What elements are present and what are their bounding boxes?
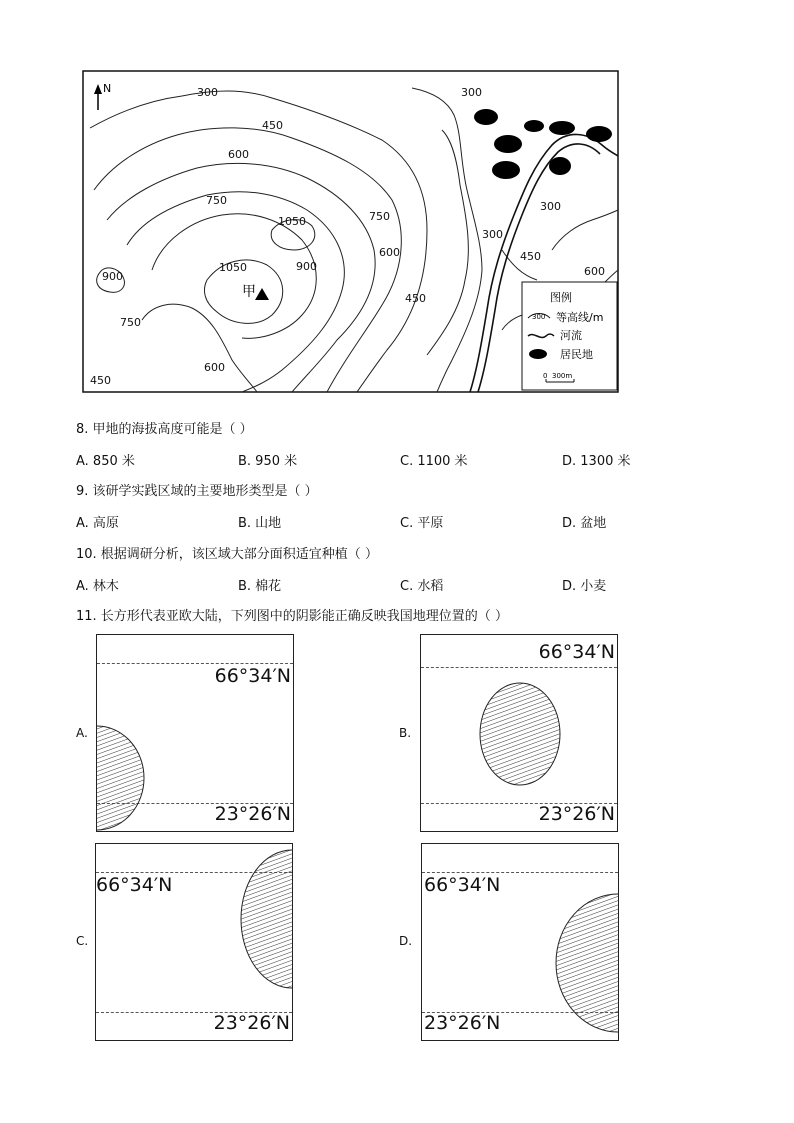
- q9-option-c[interactable]: C. 平原: [400, 516, 444, 531]
- lat-north-label: 66°34′N: [538, 641, 615, 663]
- q10-option-b[interactable]: B. 棉花: [238, 579, 282, 594]
- shaded-region: [97, 635, 293, 831]
- choice-map-d[interactable]: [421, 843, 619, 1041]
- contour-label: 600: [204, 361, 225, 374]
- q10-option-d[interactable]: D. 小麦: [562, 579, 607, 594]
- q9-option-a[interactable]: A. 高原: [76, 516, 119, 531]
- shaded-region: [421, 635, 617, 831]
- legend-river-label: 河流: [560, 329, 582, 342]
- q9-option-d[interactable]: D. 盆地: [562, 516, 607, 531]
- question-11: 11. 长方形代表亚欧大陆，下列图中的阴影能正确反映我国地理位置的（ ）: [76, 609, 508, 624]
- shaded-region: [96, 844, 292, 1040]
- q8-option-c[interactable]: C. 1100 米: [400, 454, 468, 469]
- lat-north-label: 66°34′N: [214, 665, 291, 687]
- contour-label: 300: [461, 86, 482, 99]
- scale-zero: 0: [543, 372, 548, 380]
- question-8: 8. 甲地的海拔高度可能是（ ）: [76, 422, 253, 437]
- contour-label: 300: [482, 228, 503, 241]
- contour-label: 450: [262, 119, 283, 132]
- contour-label: 300: [540, 200, 561, 213]
- choice-map-a[interactable]: [96, 634, 294, 832]
- q10-option-c[interactable]: C. 水稻: [400, 579, 444, 594]
- contour-label: 300: [197, 86, 218, 99]
- north-label: N: [103, 82, 112, 95]
- lat-north-label: 66°34′N: [424, 874, 501, 896]
- lat-south-label: 23°26′N: [213, 1012, 290, 1034]
- lat-south-label: 23°26′N: [424, 1012, 501, 1034]
- choice-map-b[interactable]: [420, 634, 618, 832]
- question-10: 10. 根据调研分析，该区域大部分面积适宜种植（ ）: [76, 547, 378, 562]
- choice-label-d[interactable]: D.: [399, 934, 413, 948]
- contour-label: 600: [379, 246, 400, 259]
- choice-label-c[interactable]: C.: [76, 934, 89, 948]
- contour-label: 1050: [278, 215, 306, 228]
- lat-south-label: 23°26′N: [538, 803, 615, 825]
- scale-value: 300m: [552, 372, 573, 380]
- q8-option-b[interactable]: B. 950 米: [238, 454, 298, 469]
- question-9: 9. 该研学实践区域的主要地形类型是（ ）: [76, 484, 318, 499]
- contour-label: 750: [206, 194, 227, 207]
- choice-map-c[interactable]: [95, 843, 293, 1041]
- q8-option-d[interactable]: D. 1300 米: [562, 454, 631, 469]
- lat-south-label: 23°26′N: [214, 803, 291, 825]
- legend-contour-label: 等高线/m: [556, 311, 604, 324]
- contour-label: 750: [369, 210, 390, 223]
- contour-label: 900: [102, 270, 123, 283]
- contour-label: 450: [405, 292, 426, 305]
- q10-option-a[interactable]: A. 林木: [76, 579, 119, 594]
- legend-title: 图例: [550, 291, 572, 304]
- legend-contour-sample: 300: [532, 313, 546, 321]
- choice-label-a[interactable]: A.: [76, 726, 88, 740]
- jia-label: 甲: [242, 284, 256, 300]
- q9-option-b[interactable]: B. 山地: [238, 516, 282, 531]
- contour-label: 450: [90, 374, 111, 387]
- contour-map: [82, 70, 620, 394]
- q8-option-a[interactable]: A. 850 米: [76, 454, 135, 469]
- contour-label: 600: [584, 265, 605, 278]
- contour-label: 600: [228, 148, 249, 161]
- contour-label: 900: [296, 260, 317, 273]
- legend-settlement-label: 居民地: [560, 348, 593, 361]
- contour-label: 750: [120, 316, 141, 329]
- choice-label-b[interactable]: B.: [399, 726, 412, 740]
- shaded-region: [422, 844, 618, 1040]
- lat-north-label: 66°34′N: [96, 874, 173, 896]
- contour-label: 450: [520, 250, 541, 263]
- contour-label: 1050: [219, 261, 247, 274]
- legend: [522, 282, 617, 390]
